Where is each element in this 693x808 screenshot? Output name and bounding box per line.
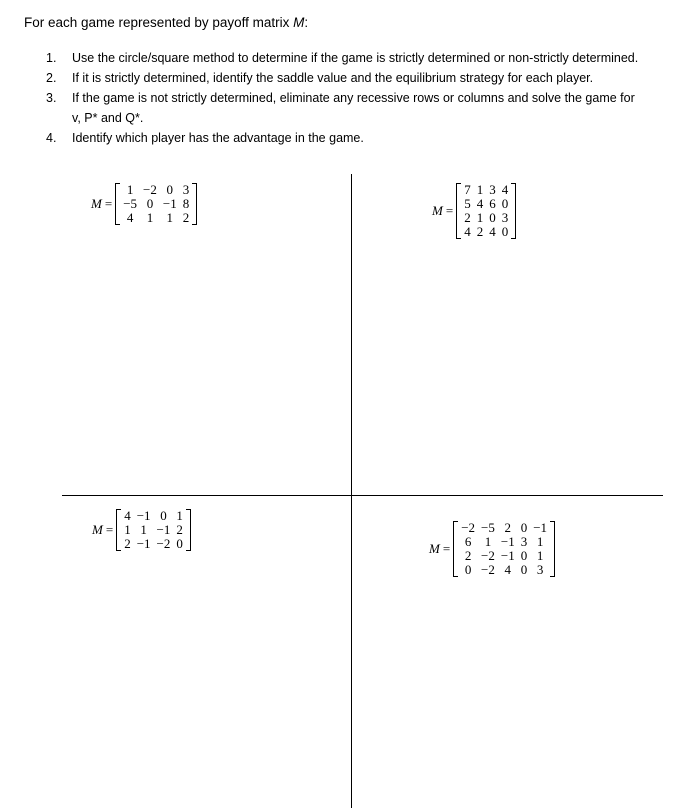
matrix-cell: 3	[536, 562, 544, 577]
task-text: If it is strictly determined, identify the saddle value and the equilibrium strategy for each player.	[72, 71, 594, 85]
matrix-cell: 0	[489, 210, 496, 225]
matrix-row	[461, 183, 511, 197]
matrix-cell: 4	[476, 196, 484, 211]
matrix-row	[461, 225, 511, 239]
matrix-row	[458, 549, 550, 563]
task-number: 3.	[46, 91, 57, 105]
matrix-label: M	[91, 196, 102, 211]
matrix-cell: 6	[489, 196, 496, 211]
matrix-row	[121, 537, 186, 551]
matrix-cell: −2	[481, 562, 495, 577]
task-text: If the game is not strictly determined, eliminate any recessive rows or columns and solve the game for v, P* and Q*.	[72, 91, 635, 125]
matrix-cell: −2	[461, 520, 476, 535]
matrix-cell: 0	[146, 196, 154, 211]
matrix-cell: 5	[464, 196, 471, 211]
task-text: Use the circle/square method to determine if the game is strictly determined or non-strictly determined.	[72, 51, 639, 65]
matrix-cell: 3	[489, 182, 496, 197]
matrix-cell: 4	[126, 210, 134, 225]
matrix-row	[120, 211, 192, 225]
matrix-cell: 1	[140, 522, 147, 537]
intro-matrix-var: M	[293, 15, 305, 30]
matrix-cell: 4	[124, 508, 131, 523]
payoff-matrix-1	[91, 183, 197, 225]
matrix-cell: 4	[501, 182, 509, 197]
matrix-cell: −2	[156, 536, 171, 551]
vertical-divider	[351, 174, 352, 808]
matrix-cell: 2	[476, 224, 484, 239]
matrix-cell: 0	[160, 508, 167, 523]
matrix-cell: 1	[476, 210, 484, 225]
matrix-row	[120, 197, 192, 211]
matrix-brackets	[453, 521, 555, 577]
matrix-grid	[461, 183, 511, 239]
matrix-brackets	[115, 183, 197, 225]
matrix-row	[458, 563, 550, 577]
matrix-cell: −5	[481, 520, 495, 535]
matrix-cell: 1	[476, 182, 484, 197]
payoff-matrix-4	[429, 521, 555, 577]
matrix-row	[120, 183, 192, 197]
matrix-cell: −2	[143, 182, 157, 197]
matrix-cell: −1	[500, 534, 515, 549]
task-item	[46, 48, 646, 68]
matrix-row	[121, 509, 186, 523]
matrix-label: M	[432, 203, 443, 218]
equals-sign: =	[104, 196, 113, 211]
matrix-cell: 1	[484, 534, 492, 549]
matrix-cell: 2	[124, 536, 131, 551]
matrix-cell: −1	[136, 536, 151, 551]
task-text: Identify which player has the advantage in the game.	[72, 131, 364, 145]
matrix-cell: 0	[501, 196, 509, 211]
matrix-cell: 8	[182, 196, 190, 211]
matrix-cell: −1	[136, 508, 151, 523]
matrix-cell: 1	[536, 548, 544, 563]
matrix-cell: 3	[520, 534, 528, 549]
matrix-cell: 3	[501, 210, 509, 225]
matrix-cell: −1	[156, 522, 171, 537]
payoff-matrix-2	[432, 183, 516, 239]
matrix-cell: 0	[464, 562, 472, 577]
matrix-cell: 2	[464, 210, 471, 225]
matrix-cell: 0	[501, 224, 509, 239]
matrix-cell: 2	[504, 520, 512, 535]
equals-sign: =	[445, 203, 454, 218]
matrix-cell: 2	[464, 548, 472, 563]
task-item	[46, 88, 646, 128]
matrix-cell: 4	[464, 224, 471, 239]
matrix-row	[458, 521, 550, 535]
matrix-cell: 2	[182, 210, 190, 225]
intro-text-after: :	[304, 15, 309, 30]
intro-instruction	[24, 15, 308, 30]
matrix-row	[461, 197, 511, 211]
task-list	[46, 48, 646, 148]
matrix-cell: 1	[124, 522, 131, 537]
matrix-brackets	[116, 509, 191, 551]
matrix-cell: 6	[464, 534, 472, 549]
horizontal-divider	[62, 495, 663, 496]
equals-sign: =	[105, 522, 114, 537]
matrix-cell: 1	[176, 508, 183, 523]
matrix-cell: −2	[481, 548, 495, 563]
task-item	[46, 68, 646, 88]
matrix-brackets	[456, 183, 516, 239]
matrix-cell: −1	[162, 196, 177, 211]
matrix-cell: 2	[176, 522, 183, 537]
matrix-row	[458, 535, 550, 549]
matrix-label: M	[92, 522, 103, 537]
matrix-grid	[121, 509, 186, 551]
matrix-label: M	[429, 541, 440, 556]
matrix-cell: −1	[533, 520, 548, 535]
intro-text-before: For each game represented by payoff matrix	[24, 15, 294, 30]
matrix-cell: 3	[182, 182, 190, 197]
task-item	[46, 128, 646, 148]
equals-sign: =	[442, 541, 451, 556]
matrix-cell: 1	[146, 210, 154, 225]
matrix-cell: 1	[126, 182, 134, 197]
matrix-cell: 4	[489, 224, 496, 239]
matrix-cell: 0	[166, 182, 174, 197]
matrix-cell: −1	[500, 548, 515, 563]
matrix-cell: 0	[520, 562, 528, 577]
matrix-row	[121, 523, 186, 537]
matrix-row	[461, 211, 511, 225]
matrix-cell: 0	[176, 536, 183, 551]
matrix-cell: 0	[520, 548, 528, 563]
matrix-grid	[120, 183, 192, 225]
matrix-cell: 1	[536, 534, 544, 549]
matrix-cell: −5	[123, 196, 138, 211]
matrix-cell: 1	[166, 210, 174, 225]
matrix-cell: 4	[504, 562, 512, 577]
task-number: 1.	[46, 51, 57, 65]
matrix-grid	[458, 521, 550, 577]
matrix-cell: 7	[464, 182, 471, 197]
task-number: 2.	[46, 71, 57, 85]
task-number: 4.	[46, 131, 57, 145]
matrix-cell: 0	[520, 520, 528, 535]
payoff-matrix-3	[92, 509, 191, 551]
